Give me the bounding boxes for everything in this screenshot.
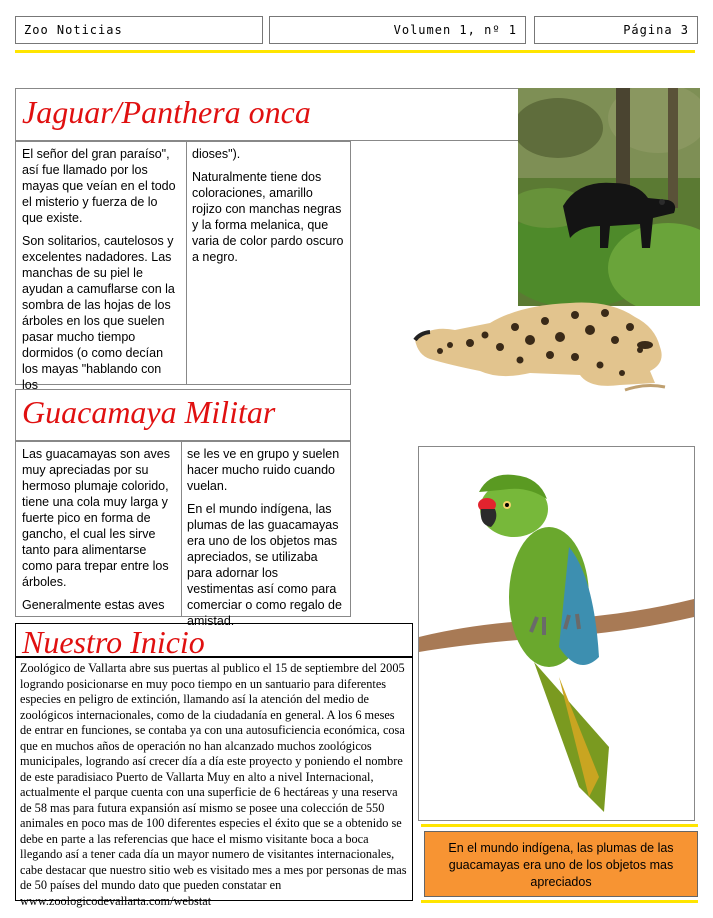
jaguar-col1-para-2: Son solitarios, cautelosos y excelentes nadadores. Las manchas de su piel le ayudan a camuflarse con la sombra de las hojas de los árboles en los que suelen pasar mucho tiempo dormidos (o como decían los mayas "hablando con los (22, 234, 175, 392)
guacamaya-title: Guacamaya Militar (22, 394, 276, 430)
jaguar-column-divider (186, 141, 187, 385)
page-number: Página 3 (623, 23, 689, 37)
guacamaya-column-divider (181, 441, 182, 617)
header-volume-box (269, 16, 526, 44)
guacamaya-col2-para-2: En el mundo indígena, las plumas de las guacamayas era uno de los objetos mas apreciados, se utilizaba para adornar los vestimentas así como para comerciar o como regalo de amistad. (187, 502, 342, 628)
black-panther-photo (518, 88, 700, 306)
header-newsletter-box (15, 16, 263, 44)
inicio-body-text: Zoológico de Vallarta abre sus puertas al publico el 15 de septiembre del 2005 logrando posicionarse en muy poco tiempo en un santuario para diferentes especies en peligro de extinción, llamando así la atención del medio de zoológicos internacionales, como de la ciudadanía en general. A los 6 meses de entrar en funciones, se contaba ya con una autosuficiencia económica, cosa que en muchos años de operación no han alcanzado muchos zoológicos municipales, logrando así crecer día a día este proyecto y poniendo el nombre de este paradisiaco Puerto de Vallarta Muy en alto a nivel Internacional, actualmente el parque cuenta con una superficie de 6 hectáreas y una reserva de 58 mas para futura expansión así mismo se posee una colección de 550 animales en poco mas de 100 diferentes especies el éxito que se a obtenido se debe en parte a las referencias que hace el mismo visitante boca a boca llegando así a tener cada día un mayor numero de visitantes internacionales, cabe destacar que nuestro sitio web es visitado mes a mes por personas de mas de 50 países del mundo dato que pueden constatar en www.zoologicodevallarta.com/webstat (20, 661, 407, 908)
jaguar-column-1 (22, 146, 180, 400)
guacamaya-col1-para-2: Generalmente estas aves (22, 598, 165, 612)
guacamaya-column-2 (187, 446, 345, 636)
inicio-title: Nuestro Inicio (22, 624, 205, 660)
volume-label: Volumen 1, nº 1 (393, 23, 517, 37)
footer-yellow-rule (421, 900, 698, 903)
jaguar-column-2 (192, 146, 344, 272)
caption-yellow-rule (421, 824, 698, 827)
guacamaya-col1-para-1: Las guacamayas son aves muy apreciadas por su hermoso plumaje colorido, tiene una cola muy larga y fuerte pico en forma de gancho, el cual les sirve tanto para alimentarse como para trepar entre los árboles. (22, 447, 171, 589)
jaguar-title: Jaguar/Panthera onca (22, 94, 311, 130)
jaguar-reclining-photo (410, 285, 675, 403)
macaw-caption-box (424, 831, 698, 897)
jaguar-col1-para-1: El señor del gran paraíso", así fue llamado por los mayas que veían en el todo el misterio y fuerza de lo que existe. (22, 147, 176, 225)
jaguar-col2-para-1: dioses"). (192, 147, 241, 161)
newsletter-name: Zoo Noticias (24, 23, 123, 37)
header-yellow-rule (15, 50, 695, 53)
military-macaw-photo (419, 447, 694, 820)
header-page-box (534, 16, 698, 44)
jaguar-col2-para-2: Naturalmente tiene dos coloraciones, amarillo rojizo con manchas negras y la forma melanica, que varia de color pardo oscuro a negro. (192, 170, 344, 264)
guacamaya-col2-para-1: se les ve en grupo y suelen hacer mucho ruido cuando vuelan. (187, 447, 340, 493)
guacamaya-column-1 (22, 446, 175, 620)
macaw-caption: En el mundo indígena, las plumas de las guacamayas era uno de los objetos mas apreciados (448, 841, 674, 889)
